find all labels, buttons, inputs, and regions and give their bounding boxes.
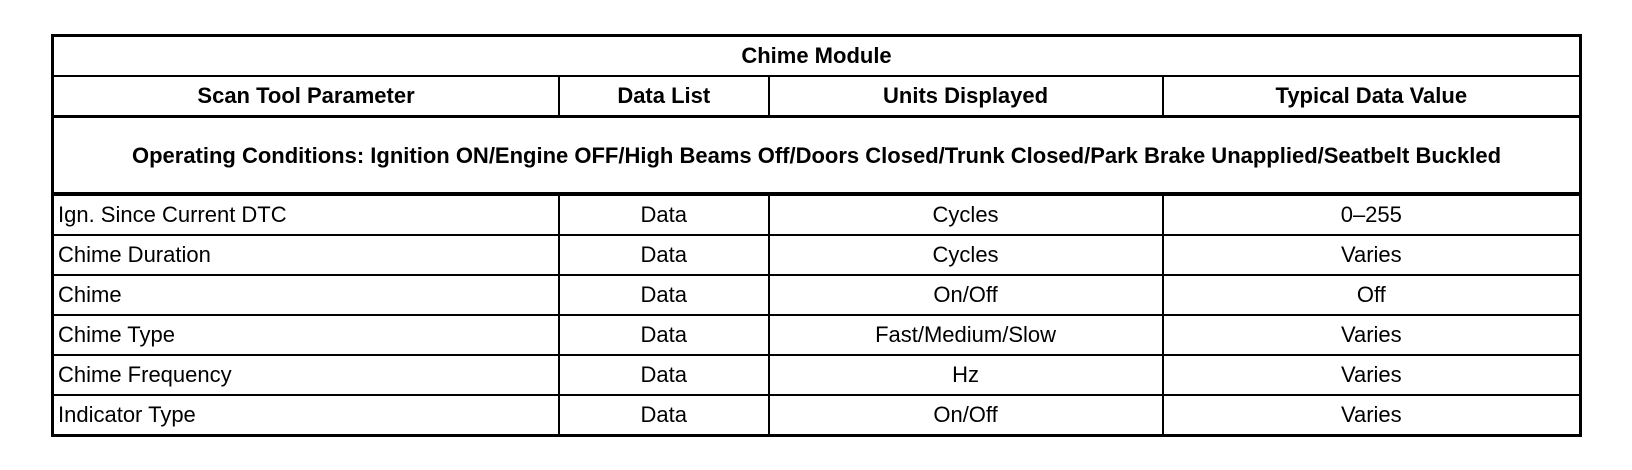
operating-conditions: Operating Conditions: Ignition ON/Engine OFF/High Beams Off/Doors Closed/Trunk Closed/Park Brake Unapplied/Seatbelt Buckled [53,117,1581,195]
table-header-row [53,76,1581,117]
cell-data-list: Data [559,395,768,436]
cell-units: On/Off [769,395,1163,436]
operating-conditions-row [53,117,1581,195]
header-scan-tool-parameter: Scan Tool Parameter [53,76,560,117]
table-row [53,275,1581,315]
cell-data-list: Data [559,275,768,315]
header-typical-data-value: Typical Data Value [1163,76,1581,117]
table-row [53,395,1581,436]
table-row [53,355,1581,395]
table-title: Chime Module [53,36,1581,77]
cell-units: Cycles [769,235,1163,275]
table-row [53,235,1581,275]
cell-data-list: Data [559,194,768,235]
cell-units: On/Off [769,275,1163,315]
header-data-list: Data List [559,76,768,117]
cell-typical-value: Varies [1163,355,1581,395]
cell-data-list: Data [559,235,768,275]
chime-module-table [51,34,1582,437]
cell-parameter: Chime [53,275,560,315]
cell-typical-value: 0–255 [1163,194,1581,235]
cell-parameter: Chime Duration [53,235,560,275]
cell-typical-value: Off [1163,275,1581,315]
cell-parameter: Indicator Type [53,395,560,436]
cell-typical-value: Varies [1163,235,1581,275]
cell-typical-value: Varies [1163,395,1581,436]
cell-units: Hz [769,355,1163,395]
table-row [53,194,1581,235]
cell-parameter: Chime Frequency [53,355,560,395]
cell-units: Cycles [769,194,1163,235]
cell-units: Fast/Medium/Slow [769,315,1163,355]
cell-parameter: Chime Type [53,315,560,355]
header-units-displayed: Units Displayed [769,76,1163,117]
cell-data-list: Data [559,355,768,395]
cell-parameter: Ign. Since Current DTC [53,194,560,235]
cell-data-list: Data [559,315,768,355]
cell-typical-value: Varies [1163,315,1581,355]
table-row [53,315,1581,355]
table-title-row [53,36,1581,77]
